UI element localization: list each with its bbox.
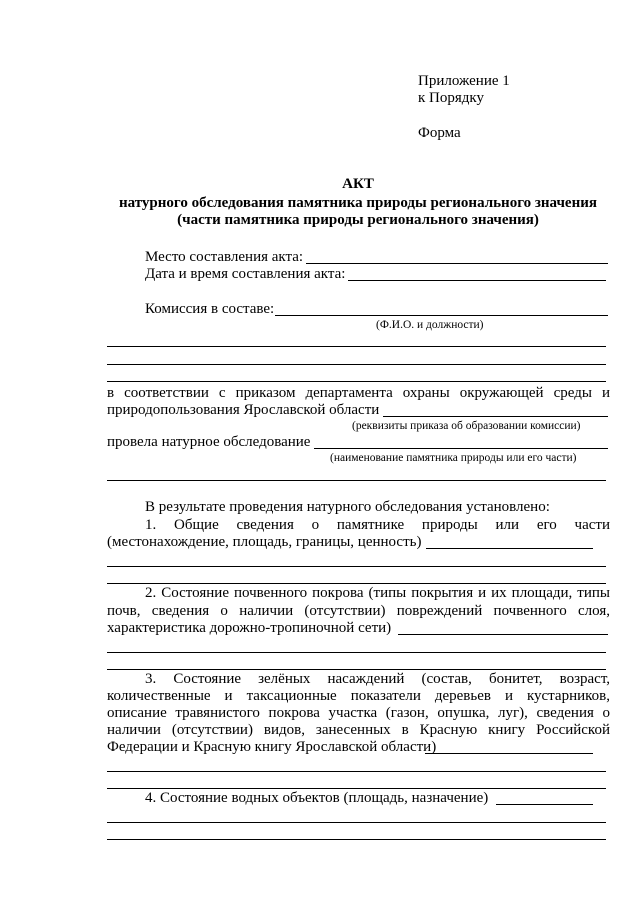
- appendix-line-1: Приложение 1: [418, 73, 510, 89]
- blank-line[interactable]: [107, 839, 606, 840]
- section-2-line-2: почв, сведения о наличии (отсутствии) повреждений почвенного слоя,: [107, 603, 610, 619]
- section-3-line-3: описание травянистого покрова участка (газон, опушка, луг), сведения о: [107, 705, 610, 721]
- section-2-field[interactable]: [398, 634, 608, 635]
- blank-line[interactable]: [107, 364, 606, 365]
- blank-line[interactable]: [107, 381, 606, 382]
- blank-line[interactable]: [107, 480, 606, 481]
- section-3-line-1: 3. Состояние зелёных насаждений (состав, бонитет, возраст,: [145, 671, 610, 687]
- title-act: АКТ: [342, 176, 374, 192]
- blank-line[interactable]: [107, 771, 606, 772]
- section-2-line-3: характеристика дорожно-тропиночной сети): [107, 620, 392, 636]
- blank-line[interactable]: [107, 669, 606, 670]
- survey-object-field[interactable]: [314, 448, 608, 449]
- order-line-1: в соответствии с приказом департамента охраны окружающей среды и: [107, 385, 610, 401]
- blank-line[interactable]: [107, 652, 606, 653]
- commission-label: Комиссия в составе:: [145, 301, 275, 317]
- section-4-field[interactable]: [496, 804, 593, 805]
- blank-line[interactable]: [107, 583, 606, 584]
- blank-line[interactable]: [107, 346, 606, 347]
- section-3-field[interactable]: [425, 753, 593, 754]
- section-4-line-1: 4. Состояние водных объектов (площадь, назначение): [145, 790, 489, 806]
- form-label: Форма: [418, 125, 461, 141]
- order-line-2: природопользования Ярославской области: [107, 402, 380, 418]
- datetime-label: Дата и время составления акта:: [145, 266, 346, 282]
- survey-label: провела натурное обследование: [107, 434, 311, 450]
- place-field[interactable]: [306, 263, 608, 264]
- commission-hint: (Ф.И.О. и должности): [376, 319, 484, 331]
- title-line-2: натурного обследования памятника природы регионального значения: [119, 195, 597, 211]
- results-intro: В результате проведения натурного обследования установлено:: [145, 499, 550, 515]
- section-1-line-1: 1. Общие сведения о памятнике природы или его части: [145, 517, 610, 533]
- order-hint: (реквизиты приказа об образовании комиссии): [352, 420, 581, 432]
- survey-hint: (наименование памятника природы или его части): [330, 452, 577, 464]
- title-line-3: (части памятника природы регионального значения): [177, 212, 539, 228]
- blank-line[interactable]: [107, 822, 606, 823]
- section-3-line-4: наличии (отсутствии) видов, занесенных в Красную книгу Российской: [107, 722, 610, 738]
- section-3-line-2: количественные и таксационные показатели деревьев и кустарников,: [107, 688, 610, 704]
- place-label: Место составления акта:: [145, 249, 304, 265]
- section-1-field[interactable]: [426, 548, 593, 549]
- blank-line[interactable]: [107, 566, 606, 567]
- appendix-line-2: к Порядку: [418, 90, 484, 106]
- section-2-line-1: 2. Состояние почвенного покрова (типы покрытия и их площади, типы: [145, 585, 610, 601]
- section-3-line-5: Федерации и Красную книгу Ярославской области): [107, 739, 437, 755]
- datetime-field[interactable]: [348, 280, 606, 281]
- blank-line[interactable]: [107, 788, 606, 789]
- section-1-line-2: (местонахождение, площадь, границы, ценность): [107, 534, 422, 550]
- order-details-field[interactable]: [383, 416, 608, 417]
- commission-field[interactable]: [275, 315, 608, 316]
